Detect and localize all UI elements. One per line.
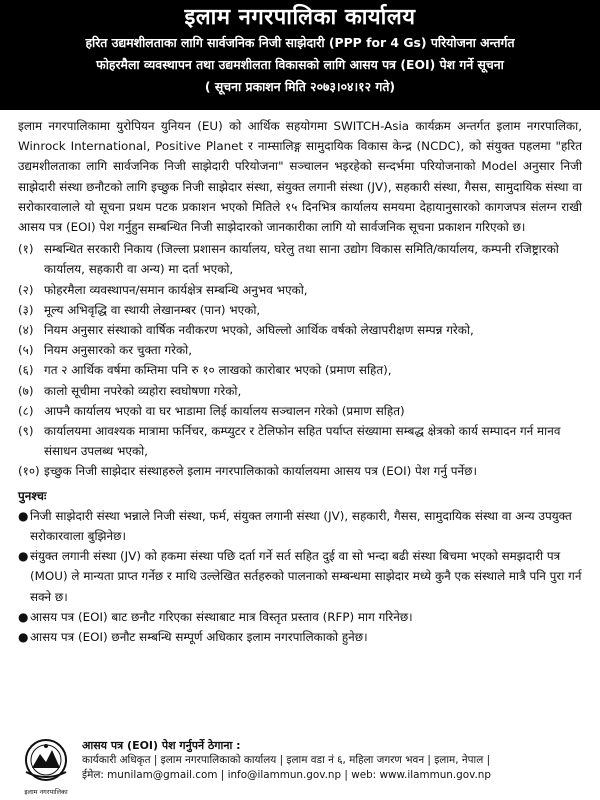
condition-text: कालो सूचीमा नपरेको व्यहोरा स्वघोषणा गरेको, bbox=[44, 383, 242, 398]
condition-number: (५) bbox=[18, 343, 34, 358]
notice-subject: फोहरमैला व्यवस्थापन तथा उद्यमशीलता विकासको लागि आसय पत्र (EOI) पेश गर्ने सूचना bbox=[96, 57, 504, 72]
note-text: आसय पत्र (EOI) बाट छनौट गरिएका संस्थाबाट मात्र विस्तृत प्रस्ताव (RFP) माग गरिनेछ। bbox=[30, 609, 413, 624]
note-text: आसय पत्र (EOI) छनौट सम्बन्धि सम्पूर्ण अधिकार इलाम नगरपालिकाको हुनेछ। bbox=[30, 630, 368, 645]
condition-text: मूल्य अभिवृद्धि वा स्थायी लेखानम्बर (पान) भएको, bbox=[44, 302, 261, 317]
condition-item bbox=[18, 401, 582, 421]
emblem-icon bbox=[18, 738, 74, 786]
condition-number: (६) bbox=[18, 363, 34, 378]
publication-date: ( सूचना प्रकाशन मिति २०७३।०४।१२ गते) bbox=[204, 79, 396, 94]
logo-caption: इलाम नगरपालिका bbox=[24, 788, 68, 796]
condition-item bbox=[18, 300, 582, 320]
condition-number: (१) bbox=[18, 242, 34, 257]
condition-text: सम्बन्धित सरकारी निकाय (जिल्ला प्रशासन कार्यालय, घरेलु तथा साना उद्योग विकास समिति/कार्यालय, कम्पनी रजिष्ट्रारको कार्यालय, सहकारी वा अन्य) मा दर्ता भएको, bbox=[44, 242, 559, 277]
condition-text: गत २ आर्थिक वर्षमा कम्तिमा पनि रु १० लाखको कारोबार भएको (प्रमाण सहित), bbox=[44, 363, 392, 378]
condition-text: आफ्नै कार्यालय भएको वा घर भाडामा लिई कार्यालय सञ्चालन गरेको (प्रमाण सहित) bbox=[44, 403, 405, 418]
bullet-icon: ● bbox=[18, 609, 29, 624]
bullet-icon: ● bbox=[18, 549, 29, 564]
condition-text: कार्यालयमा आवश्यक मात्रामा फर्निचर, कम्प्युटर र टेलिफोन सहित पर्याप्त संख्यामा सम्बद्ध क्षेत्रको कार्य सम्पादन गर्न मानव संसाधन उपलब्ध भएको, bbox=[44, 424, 561, 459]
condition-item bbox=[18, 340, 582, 360]
contact-details: ईमेल: munilam@gmail.com | info@ilammun.gov.np | web: www.ilammun.gov.np bbox=[82, 769, 491, 781]
condition-item bbox=[18, 381, 582, 401]
condition-text: फोहरमैला व्यवस्थापन/समान कार्यक्षेत्र सम्बन्धि अनुभव भएको, bbox=[44, 282, 308, 297]
postscript-heading: पुनश्चः bbox=[18, 488, 47, 503]
postscript-note bbox=[18, 627, 582, 647]
office-address: कार्यकारी अधिकृत | इलाम नगरपालिकाको कार्यालय | इलाम वडा नं ६, महिला जगरण भवन | इलाम, नेपाल | bbox=[82, 754, 491, 766]
condition-item bbox=[18, 280, 582, 300]
condition-item bbox=[18, 320, 582, 340]
condition-number: (३) bbox=[18, 302, 34, 317]
bullet-icon: ● bbox=[18, 508, 29, 523]
condition-number: (१०) bbox=[18, 464, 40, 479]
bullet-icon: ● bbox=[18, 630, 29, 645]
condition-text: इच्छुक निजी साझेदार संस्थाहरुले इलाम नगरपालिकाको कार्यालयमा आसय पत्र (EOI) पेश गर्नु पर्नेछ। bbox=[44, 464, 477, 479]
notice-footer bbox=[18, 738, 584, 796]
notice-header bbox=[0, 0, 600, 110]
condition-item bbox=[18, 461, 582, 481]
condition-number: (७) bbox=[18, 383, 34, 398]
condition-item bbox=[18, 360, 582, 380]
condition-number: (८) bbox=[18, 403, 34, 418]
condition-item bbox=[18, 421, 582, 461]
condition-number: (४) bbox=[18, 323, 34, 338]
municipality-logo bbox=[18, 738, 74, 796]
intro-paragraph: इलाम नगरपालिकामा युरोपियन युनियन (EU) को आर्थिक सहयोगमा SWITCH-Asia कार्यक्रम अन्तर्गत इलाम नगरपालिका, Winrock International, Positive Planet र नाम्सालिङ्ग सामुदायिक विकास केन्द्र (NCDC), को संयुक्त पहलमा "हरित उद्यमशीलताका लागि सार्वजनिक निजी साझेदारी परियोजना" सञ्चालन भइरहेको सन्दर्भमा परियोजनाको Model अनुसार निजी साझेदारी संस्था छनौटको लागि इच्छुक निजी साझेदार संस्था, संयुक्त लगानी संस्था (JV), सहकारी संस्था, गैसस, सामुदायिक संस्था वा सरोकारवालाले यो सूचना प्रथम पटक प्रकाशन भएको मितिले १५ दिनभित्र कार्यालय समयमा देहायानुसारको कागजपत्र संलग्न राखी आसय पत्र (EOI) पेश गर्नुहुन सम्बन्धित निजी साझेदारको जानकारीका लागि यो सार्वजनिक सूचना प्रकाशन गरिएको छ। bbox=[18, 119, 582, 235]
condition-text: नियम अनुसार संस्थाको वार्षिक नवीकरण भएको, अघिल्लो आर्थिक वर्षको लेखापरीक्षण सम्पन्न गरेको, bbox=[44, 323, 474, 338]
note-text: संयुक्त लगानी संस्था (JV) को हकमा संस्था पछि दर्ता गर्ने सर्त सहित दुई वा सो भन्दा बढी संस्था बिचमा भएको समझदारी पत्र (MOU) ले मान्यता प्राप्त गर्नेछ र माथि उल्लेखित सर्तहरुको पालनाको सम्बन्धमा साझेदार मध्ये कुनै एक संस्थाले मात्रै पनि पुरा गर्न सक्ने छ। bbox=[30, 549, 582, 604]
conditions-list bbox=[18, 239, 582, 481]
contact-block bbox=[74, 738, 491, 783]
condition-number: (९) bbox=[18, 424, 34, 439]
address-heading: आसय पत्र (EOI) पेश गर्नुपर्ने ठेगाना : bbox=[82, 739, 241, 752]
condition-text: नियम अनुसारको कर चुक्ता गरेको, bbox=[44, 343, 193, 358]
postscript-note bbox=[18, 506, 582, 546]
postscript-note bbox=[18, 607, 582, 627]
postscript-notes bbox=[18, 506, 582, 647]
notice-title: इलाम नगरपालिका कार्यालय bbox=[184, 5, 416, 30]
postscript-note bbox=[18, 546, 582, 607]
notice-body bbox=[0, 110, 600, 647]
condition-number: (२) bbox=[18, 282, 34, 297]
project-line: हरित उद्यमशीलताका लागि सार्वजनिक निजी साझेदारी (PPP for 4 Gs) परियोजना अन्तर्गत bbox=[85, 35, 515, 50]
note-text: निजी साझेदारी संस्था भन्नाले निजी संस्था, फर्म, संयुक्त लगानी संस्था (JV), सहकारी, गैसस, सामुदायिक संस्था वा अन्य उपयुक्त सरोकारवाला बुझिनेछ। bbox=[30, 508, 572, 544]
condition-item bbox=[18, 239, 582, 279]
